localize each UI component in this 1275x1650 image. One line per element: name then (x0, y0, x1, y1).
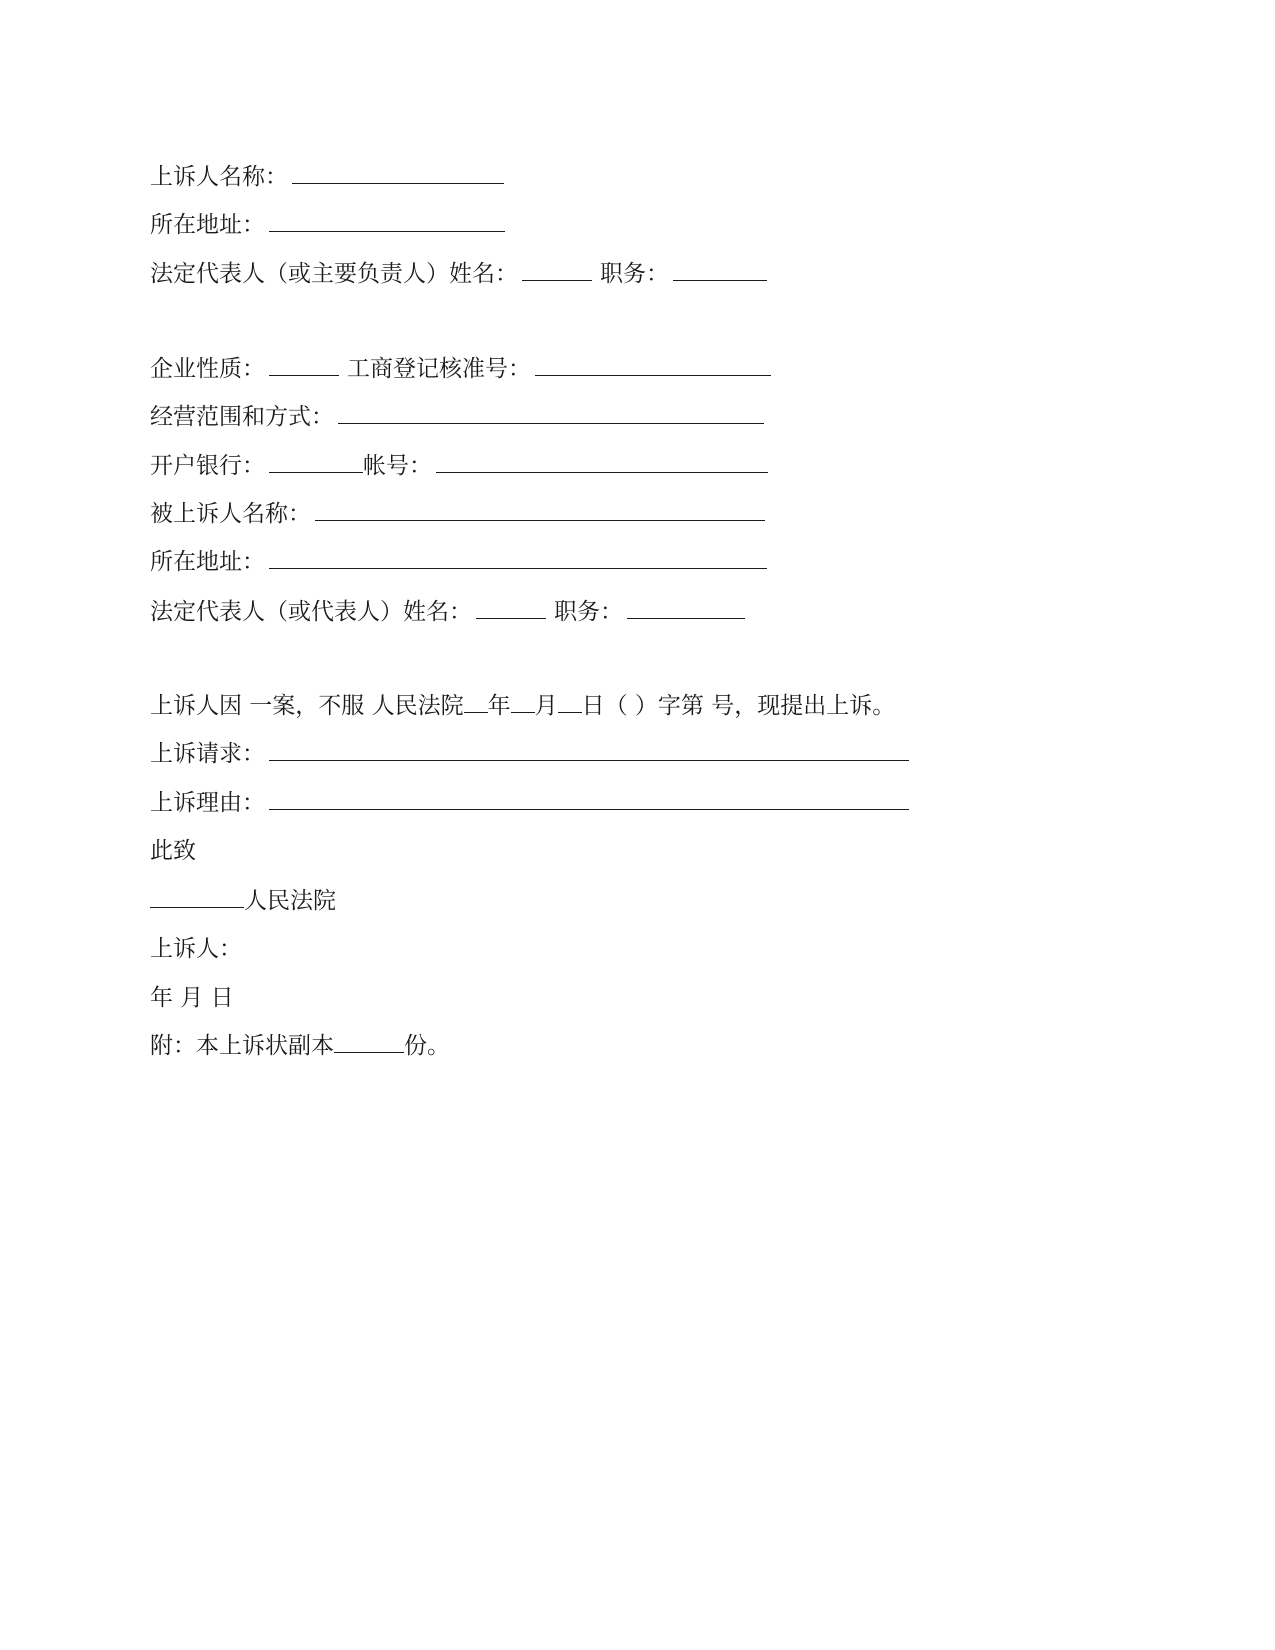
appellant-address-label: 所在地址： (150, 212, 265, 238)
appellee-rep-title-blank[interactable] (627, 617, 745, 619)
company-scope-row (150, 402, 764, 432)
appeal-statement-part2: 日（ ）字第 号，现提出上诉。 (581, 693, 896, 719)
appellant-rep-label: 法定代表人（或主要负责人）姓名： (150, 261, 518, 287)
appellant-address-row (150, 210, 505, 240)
attachment-row (150, 1031, 450, 1061)
appellee-rep-title-label: 职务： (554, 599, 623, 625)
company-scope-label: 经营范围和方式： (150, 404, 334, 430)
salutation-row (150, 836, 196, 866)
company-bank-row (150, 451, 768, 481)
appellant-name-blank[interactable] (292, 182, 504, 184)
appellant-rep-title-blank[interactable] (673, 279, 767, 281)
attachment-suffix: 份。 (404, 1033, 450, 1059)
company-reg-blank[interactable] (535, 374, 771, 376)
appeal-month-label: 月 (534, 693, 558, 719)
appellee-address-blank[interactable] (269, 567, 767, 569)
appeal-day-blank[interactable] (558, 711, 582, 713)
date-row (150, 983, 234, 1013)
appellant-signature-label: 上诉人： (150, 936, 242, 962)
appeal-reason-row (150, 788, 909, 818)
company-bank-blank[interactable] (269, 471, 363, 473)
company-account-label: 帐号： (363, 453, 432, 479)
court-name-blank[interactable] (150, 906, 244, 908)
appellant-name-row (150, 162, 504, 192)
appeal-year-label: 年 (487, 693, 511, 719)
appeal-year-blank[interactable] (464, 711, 488, 713)
appellant-rep-name-blank[interactable] (522, 279, 592, 281)
appeal-month-blank[interactable] (511, 711, 535, 713)
company-bank-label: 开户银行： (150, 453, 265, 479)
company-account-blank[interactable] (436, 471, 768, 473)
appeal-reason-blank[interactable] (269, 808, 909, 810)
company-reg-label: 工商登记核准号： (347, 356, 531, 382)
appeal-request-row (150, 739, 909, 769)
appeal-reason-label: 上诉理由： (150, 790, 265, 816)
appeal-request-blank[interactable] (269, 759, 909, 761)
appellant-name-label: 上诉人名称： (150, 164, 288, 190)
appellee-name-label: 被上诉人名称： (150, 501, 311, 527)
appellee-name-row (150, 499, 765, 529)
appellee-rep-row (150, 597, 745, 627)
court-label: 人民法院 (244, 888, 336, 914)
appeal-statement-row (150, 691, 895, 721)
appellee-address-row (150, 547, 767, 577)
attachment-prefix: 附：本上诉状副本 (150, 1033, 334, 1059)
appellant-rep-row (150, 259, 767, 289)
appellee-address-label: 所在地址： (150, 549, 265, 575)
appellee-name-blank[interactable] (315, 519, 765, 521)
appellee-rep-label: 法定代表人（或代表人）姓名： (150, 599, 472, 625)
company-nature-blank[interactable] (269, 374, 339, 376)
company-nature-label: 企业性质： (150, 356, 265, 382)
company-nature-row (150, 354, 771, 384)
date-label: 年 月 日 (150, 985, 234, 1011)
court-row (150, 886, 336, 916)
company-scope-blank[interactable] (338, 422, 764, 424)
appellant-address-blank[interactable] (269, 230, 505, 232)
appellee-rep-name-blank[interactable] (476, 617, 546, 619)
attachment-copies-blank[interactable] (334, 1051, 404, 1053)
salutation: 此致 (150, 838, 196, 864)
appeal-request-label: 上诉请求： (150, 741, 265, 767)
signature-row (150, 934, 242, 964)
appellant-rep-title-label: 职务： (600, 261, 669, 287)
appeal-statement-part1: 上诉人因 一案，不服 人民法院 (150, 693, 464, 719)
